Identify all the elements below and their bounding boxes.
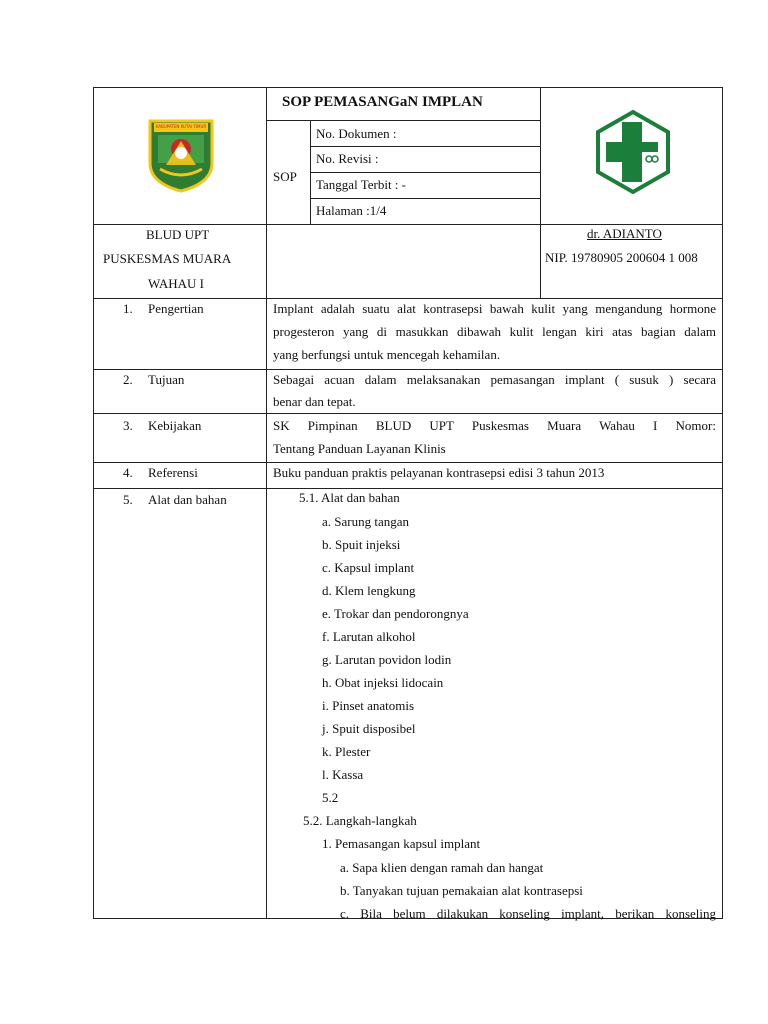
step-title: 1. Pemasangan kapsul implant [322, 836, 481, 851]
org-line: PUSKESMAS MUARA [103, 251, 232, 266]
section-text: benar dan tepat. [273, 394, 356, 409]
section-number: 3. [123, 418, 133, 433]
doc-number-field: No. Dokumen : [316, 126, 397, 141]
kutai-timur-logo: KABUPATEN KUTAI TIMUR [146, 115, 216, 193]
list-item: h. Obat injeksi lidocain [322, 675, 444, 690]
issue-date-field: Tanggal Terbit : - [316, 177, 406, 192]
page-field: Halaman :1/4 [316, 203, 387, 218]
org-line: WAHAU I [148, 276, 204, 291]
list-item: i. Pinset anatomis [322, 698, 415, 713]
section-text: Tentang Panduan Layanan Klinis [273, 441, 446, 456]
puskesmas-logo [594, 108, 672, 194]
section-number: 5. [123, 492, 133, 507]
list-item: d. Klem lengkung [322, 583, 416, 598]
list-item: l. Kassa [322, 767, 364, 782]
section-text: Sebagai acuan dalam melaksanakan pemasangan implant ( susuk ) secara [273, 372, 716, 387]
list-item: j. Spuit disposibel [322, 721, 416, 736]
section-text: Buku panduan praktis pelayanan kontrasepsi edisi 3 tahun 2013 [273, 465, 605, 480]
list-item: a. Sarung tangan [322, 514, 410, 529]
section-label: Pengertian [148, 301, 204, 316]
section-number: 1. [123, 301, 133, 316]
org-line: BLUD UPT [146, 227, 210, 242]
section-number: 4. [123, 465, 133, 480]
step-item: b. Tanyakan tujuan pemakaian alat kontrasepsi [340, 883, 583, 898]
step-item: c. Bila belum dilakukan konseling implant, berikan konseling [340, 906, 716, 921]
section-label: Tujuan [148, 372, 185, 387]
list-item: k. Plester [322, 744, 371, 759]
signatory-name: dr. ADIANTO [587, 226, 662, 241]
list-item: g. Larutan povidon lodin [322, 652, 452, 667]
section-text: Implant adalah suatu alat kontrasepsi bawah kulit yang mengandung hormone [273, 301, 716, 316]
list-item: c. Kapsul implant [322, 560, 415, 575]
section-label: Alat dan bahan [148, 492, 227, 507]
list-item: 5.2 [322, 790, 339, 805]
subsection-title: 5.1. Alat dan bahan [299, 490, 400, 505]
section-text: yang berfungsi untuk mencegah kehamilan. [273, 347, 501, 362]
revision-field: No. Revisi : [316, 151, 379, 166]
section-number: 2. [123, 372, 133, 387]
section-label: Referensi [148, 465, 198, 480]
list-item: f. Larutan alkohol [322, 629, 416, 644]
signatory-nip: NIP. 19780905 200604 1 008 [545, 250, 698, 265]
list-item: b. Spuit injeksi [322, 537, 401, 552]
subsection-title: 5.2. Langkah-langkah [303, 813, 417, 828]
sop-label: SOP [273, 169, 297, 184]
list-item: e. Trokar dan pendorongnya [322, 606, 469, 621]
section-label: Kebijakan [148, 418, 202, 433]
page-title: SOP PEMASANGaN IMPLAN [282, 94, 483, 110]
section-text: progesteron yang di masukkan dibawah kulit lengan kiri atas bagian dalam [273, 324, 716, 339]
section-text: SK Pimpinan BLUD UPT Puskesmas Muara Wahau I Nomor: [273, 418, 716, 433]
step-item: a. Sapa klien dengan ramah dan hangat [340, 860, 544, 875]
